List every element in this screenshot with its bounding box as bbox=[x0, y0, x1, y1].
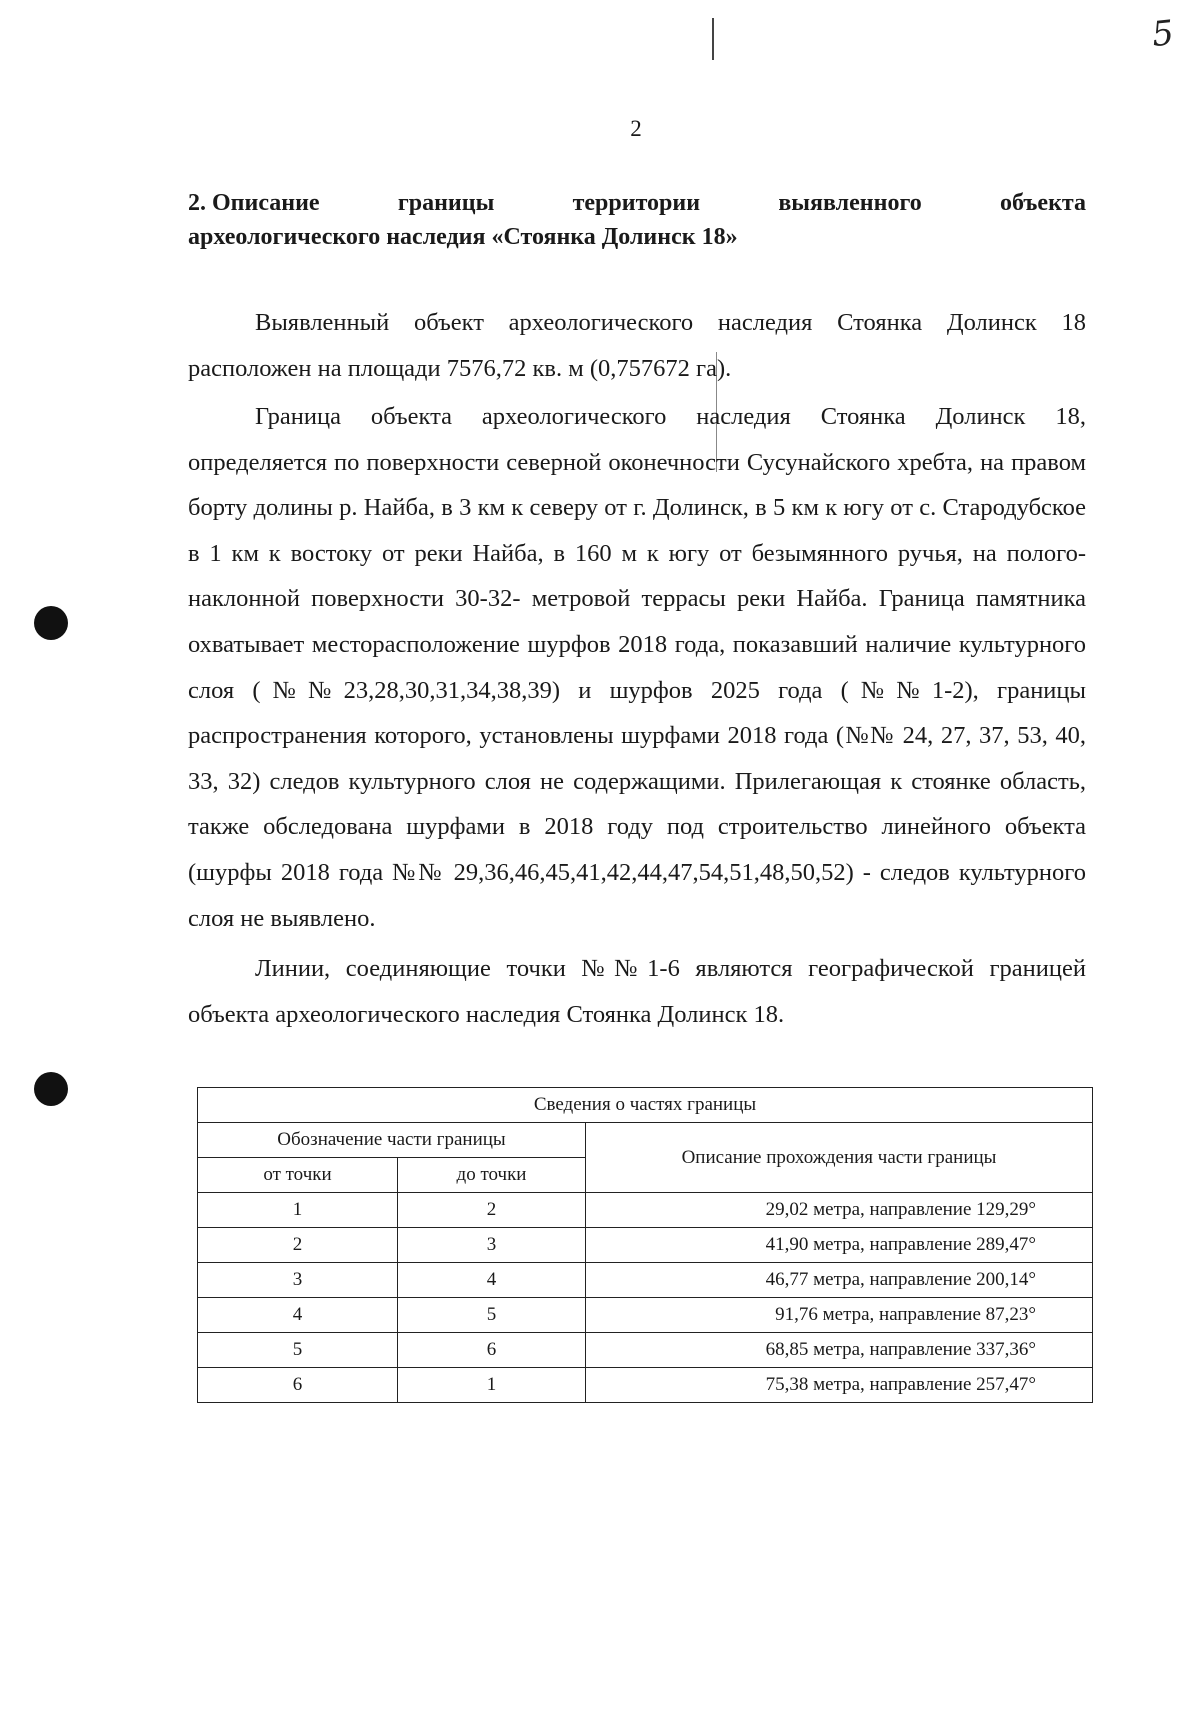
table-title: Сведения о частях границы bbox=[198, 1088, 1093, 1123]
cell-to: 1 bbox=[398, 1368, 586, 1403]
heading-word: 2. Описание bbox=[188, 190, 320, 216]
cell-to: 2 bbox=[398, 1193, 586, 1228]
paragraph-area-description: Выявленный объект археологического наследия Стоянка Долинск 18 расположен на площади 7576,72 кв. м (0,757672 га). bbox=[188, 309, 1086, 382]
cell-to: 6 bbox=[398, 1333, 586, 1368]
paragraph-area bbox=[188, 946, 1086, 1037]
paragraph-area bbox=[188, 394, 1086, 941]
heading-word: выявленного bbox=[778, 190, 922, 216]
table-title-row bbox=[198, 1088, 1093, 1123]
table-row bbox=[198, 1368, 1093, 1403]
cell-from: 6 bbox=[198, 1368, 398, 1403]
cell-description: 68,85 метра, направление 337,36° bbox=[586, 1333, 1093, 1368]
heading-line-1 bbox=[188, 186, 1086, 220]
margin-punch-hole bbox=[34, 606, 68, 640]
cell-from: 5 bbox=[198, 1333, 398, 1368]
heading-line-2: археологического наследия «Стоянка Долинск 18» bbox=[188, 224, 738, 250]
cell-description: 41,90 метра, направление 289,47° bbox=[586, 1228, 1093, 1263]
cell-from: 4 bbox=[198, 1298, 398, 1333]
table-row bbox=[198, 1193, 1093, 1228]
handwritten-page-mark: 5 bbox=[1149, 12, 1176, 56]
heading-word: территории bbox=[572, 190, 701, 216]
scan-artifact-line bbox=[712, 18, 714, 60]
cell-description: 29,02 метра, направление 129,29° bbox=[586, 1193, 1093, 1228]
cell-from: 3 bbox=[198, 1263, 398, 1298]
cell-description: 46,77 метра, направление 200,14° bbox=[586, 1263, 1093, 1298]
table-header-from: от точки bbox=[198, 1158, 398, 1193]
table-header-to: до точки bbox=[398, 1158, 586, 1193]
section-heading bbox=[188, 186, 1086, 254]
table-row bbox=[198, 1228, 1093, 1263]
paragraph-area bbox=[188, 300, 1086, 391]
heading-word: объекта bbox=[1000, 190, 1086, 216]
table-header-row bbox=[198, 1123, 1093, 1158]
paragraph-boundary-description: Граница объекта археологического наследия Стоянка Долинск 18, определяется по поверхности северной оконечности Сусунайского хребта, на правом борту долины р. Найба, в 3 км к северу от г. Долинск, в 5 км к югу от с. Стародубское в 1 км к востоку от реки Найба, в 160 м к югу от безымянного ручья, на полого-наклонной поверхности 30-32- метровой террасы реки Найба. Граница памятника охватывает месторасположение шурфов 2018 года, показавший наличие культурного слоя (№№23,28,30,31,34,38,39) и шурфов 2025 года (№№1-2), границы распространения которого, установлены шурфами 2018 года (№№ 24, 27, 37, 53, 40, 33, 32) следов культурного слоя не содержащими. Прилегающая к стоянке область, также обследована шурфами в 2018 году под строительство линейного объекта (шурфы 2018 года №№ 29,36,46,45,41,42,44,47,54,51,48,50,52) - следов культурного слоя не выявлено. bbox=[188, 403, 1086, 932]
cell-description: 91,76 метра, направление 87,23° bbox=[586, 1298, 1093, 1333]
cell-to: 4 bbox=[398, 1263, 586, 1298]
cell-from: 1 bbox=[198, 1193, 398, 1228]
cell-description: 75,38 метра, направление 257,47° bbox=[586, 1368, 1093, 1403]
table-row bbox=[198, 1298, 1093, 1333]
table-row bbox=[198, 1333, 1093, 1368]
cell-from: 2 bbox=[198, 1228, 398, 1263]
heading-word: границы bbox=[397, 190, 495, 216]
cell-to: 3 bbox=[398, 1228, 586, 1263]
boundary-parts-table bbox=[197, 1087, 1093, 1403]
page-number: 2 bbox=[630, 116, 642, 141]
paragraph-boundary-lines: Линии, соединяющие точки №№1-6 являются географической границей объекта археологического наследия Стоянка Долинск 18. bbox=[188, 955, 1086, 1028]
table-row bbox=[198, 1263, 1093, 1298]
table-header-description: Описание прохождения части границы bbox=[586, 1123, 1093, 1193]
table-group-header: Обозначение части границы bbox=[198, 1123, 586, 1158]
margin-punch-hole bbox=[34, 1072, 68, 1106]
cell-to: 5 bbox=[398, 1298, 586, 1333]
